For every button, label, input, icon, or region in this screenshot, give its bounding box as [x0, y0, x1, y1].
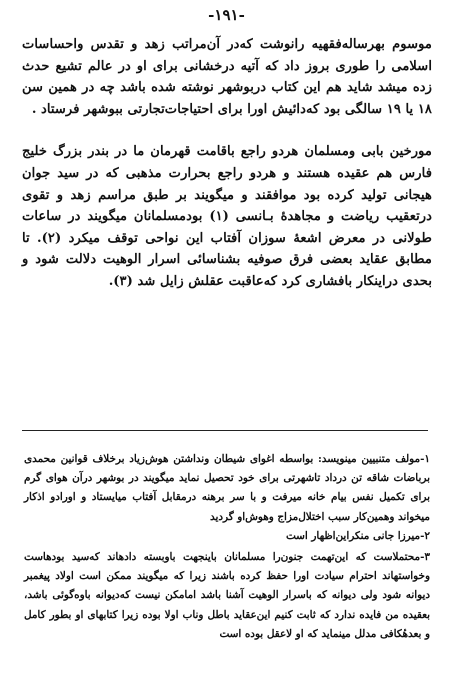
body-paragraph: موسوم بهرساله‌فقهیه رانوشت که‌در آن‌مراتب زهد و تقدس واحساسات اسلامی را طوری بروز داد که آتیه درخشانی برای او در عالم تشیع حدث زده میشد شاید هم این کتاب دربوشهر نوشته شده باشد چه در همین سن ۱۸ یا ۱۹ سالگی بود که‌دائیش اورا برای احتیاجات‌تجارتی ببوشهر فرستاد . — [22, 37, 432, 117]
page-number: -۱۹۱- — [208, 6, 245, 24]
main-text — [22, 34, 432, 293]
footnote: ۲-میرزا جانی منکراین‌اظهار است — [285, 529, 430, 542]
footnote: ۱-مولف متنبیین مینویسد: بواسطه اغوای شیطان ونداشتن هوش‌زیاد برخلاف قوانین محمدی برباضات شاقه تن درداد تاشهرتی برای خود تحصیل نماید میگویند در بوشهر درآن هوای گرم برای تکمیل نفس بیام خانه میرفت و با سر برهنه درمقابل آفتاب میایستاد و اورادو اذکار میخواند وهمین‌کار سبب اختلال‌مزاج وهوش‌او گردید — [24, 453, 430, 523]
footnote-divider — [22, 430, 428, 431]
body-paragraph: مورخین بابی ومسلمان هردو راجع باقامت قهرمان ما در بندر بزرگ خلیج فارس هم عقیده هستند و هردو راجع بحرارت مذهبی که در سید جوان هیجانی تولید کرده بود موافقند و میگویند بر طبق مراسم زهد و تقوی درتعقیب ریاضت و مجاهدهٔ بـانسی (۱) بودمسلمانان میگویند در ساعات طولانی در معرض اشعهٔ سوزان آفتاب این نواحی توقف میکرد (۲). تا مطابق عقاید بعضی فرق صوفیه بشناسائی اسرار الوهیت دلالت شود و بحدی دراینکار بافشاری کرد که‌عاقبت عقلش زایل شد (۳). — [22, 144, 432, 289]
footnote: ۳-محتملاست که این‌تهمت جنون‌را مسلمانان باینجهت باوبسته دادهاند که‌سید بودهاست وخواستهاند احترام سیادت اورا حفظ کرده باشند زیرا که میگویند ممکن است اولاد پیغمبر دیوانه شود ولی دیوانه که باسرار الوهیت آشنا باشد امامکن نیست که‌دیوانه باوه‌گوئی باشد، بعقیده من فایده ندارد که ثابت کنیم این‌عقاید باطل وناب اولا بوده زیرا کتابهای او بطور کامل و بعدهٔکافی مدلل مینماید که او لاعقل بوده است — [24, 551, 430, 640]
footnotes — [24, 450, 430, 644]
